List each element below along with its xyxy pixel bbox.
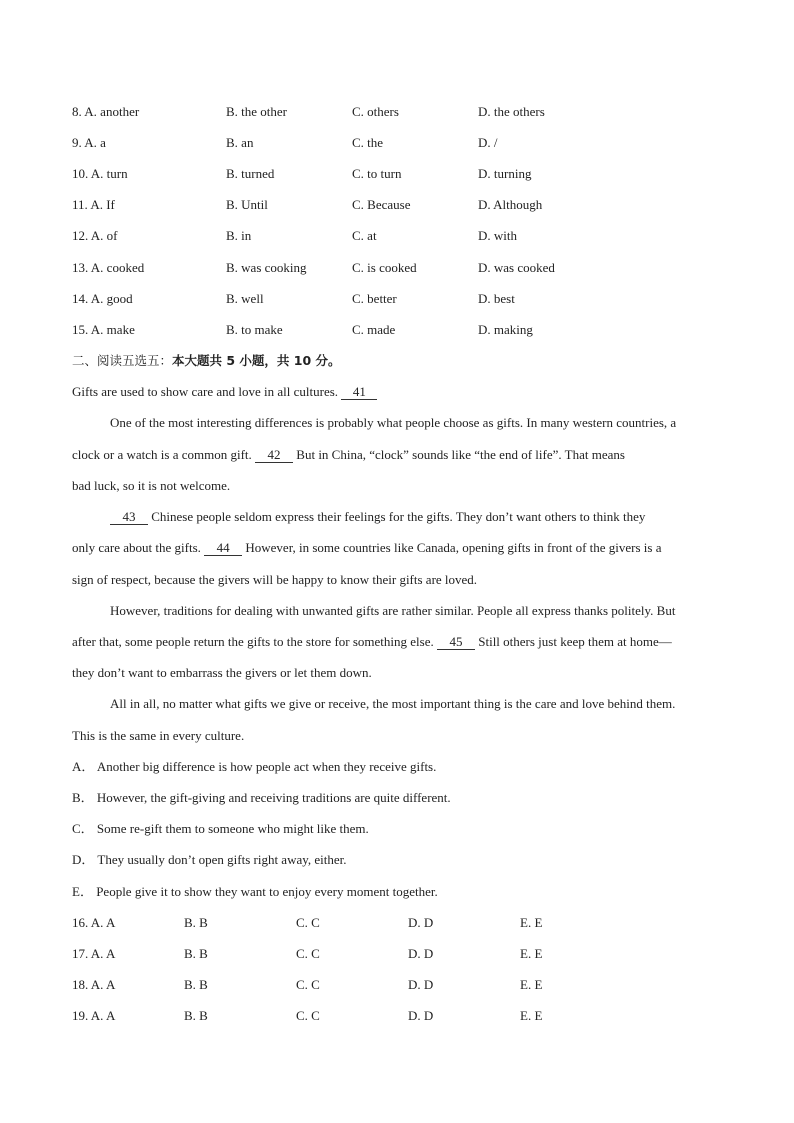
option-statement-e: E． People give it to show they want to enjoy every moment together. [72, 884, 438, 899]
option-d: D. / [478, 135, 498, 150]
option-b: B. was cooking [226, 260, 307, 275]
option-b: B. the other [226, 104, 288, 119]
p3-text-a: after that, some people return the gifts to the store for something else. [72, 634, 437, 649]
option-d: D. was cooked [478, 260, 555, 275]
choice-c: C. C [296, 977, 320, 992]
p3-text-b: Still others just keep them at home— [474, 634, 672, 649]
option-b: B. Until [226, 197, 268, 212]
choice-c: C. C [296, 915, 320, 930]
question-number: 8. [72, 104, 82, 119]
intro-text: Gifts are used to show care and love in all cultures. [72, 384, 342, 399]
paragraph-2-line-3: sign of respect, because the givers will be happy to know their gifts are loved. [72, 572, 478, 587]
choice-a: A. A [90, 1008, 116, 1023]
option-a: A. make [90, 322, 135, 337]
option-b: B. turned [226, 166, 275, 181]
option-d: D. turning [478, 166, 532, 181]
question-number: 17. [72, 946, 89, 961]
blank-42: 42 [255, 448, 293, 463]
paragraph-2-line-2 [72, 539, 722, 557]
question-number: 9. [72, 135, 82, 150]
option-a: A. good [90, 291, 133, 306]
option-a: A. cooked [90, 260, 145, 275]
choice-d: D. D [408, 946, 434, 961]
option-c: C. made [352, 322, 396, 337]
choice-c: C. C [296, 1008, 320, 1023]
choice-d: D. D [408, 1008, 434, 1023]
option-a: A. of [90, 228, 118, 243]
paragraph-1-line-1: One of the most interesting differences is probably what people choose as gifts. In many western countries, a [110, 415, 677, 430]
option-d: D. the others [478, 104, 545, 119]
choice-d: D. D [408, 915, 434, 930]
option-c: C. at [352, 228, 377, 243]
section-heading [72, 352, 722, 370]
choice-e: E. E [520, 977, 543, 992]
question-number: 10. [72, 166, 89, 181]
option-statement-a: A． Another big difference is how people act when they receive gifts. [72, 759, 437, 774]
blank-41: 41 [341, 385, 377, 400]
choice-e: E. E [520, 915, 543, 930]
choice-b: B. B [184, 946, 208, 961]
paragraph-3-line-2 [72, 633, 722, 651]
p1-text-b: But in China, “clock” sounds like “the end of life”. That means [293, 447, 625, 462]
option-b: B. an [226, 135, 254, 150]
option-c: C. Because [352, 197, 411, 212]
choice-b: B. B [184, 977, 208, 992]
blank-45: 45 [437, 635, 475, 650]
option-d: D. Although [478, 197, 543, 212]
option-b: B. well [226, 291, 264, 306]
section-heading-prefix: 二、阅读五选五： [72, 353, 173, 368]
paragraph-2-line-1 [110, 508, 722, 526]
p2-text-b: only care about the gifts. [72, 540, 205, 555]
question-number: 19. [72, 1008, 89, 1023]
option-d: D. making [478, 322, 533, 337]
option-statement-b: B． However, the gift-giving and receiving traditions are quite different. [72, 790, 451, 805]
p2-text-a: Chinese people seldom express their feelings for the gifts. They don’t want others to think they [148, 509, 646, 524]
option-b: B. in [226, 228, 252, 243]
option-a: A. If [90, 197, 115, 212]
question-number: 13. [72, 260, 89, 275]
option-d: D. best [478, 291, 515, 306]
section-heading-bold: 本大题共 5 小题，共 10 分。 [172, 353, 341, 368]
option-a: A. another [84, 104, 140, 119]
question-number: 14. [72, 291, 89, 306]
option-a: A. turn [90, 166, 128, 181]
option-c: C. is cooked [352, 260, 417, 275]
question-number: 18. [72, 977, 89, 992]
paragraph-4-line-1: All in all, no matter what gifts we give or receive, the most important thing is the care and love behind them. [110, 696, 676, 711]
paragraph-3-line-1: However, traditions for dealing with unwanted gifts are rather similar. People all express thanks politely. But [110, 603, 676, 618]
choice-c: C. C [296, 946, 320, 961]
p1-text-a: clock or a watch is a common gift. [72, 447, 256, 462]
option-c: C. the [352, 135, 384, 150]
option-statement-d: D． They usually don’t open gifts right away, either. [72, 852, 347, 867]
choice-d: D. D [408, 977, 434, 992]
choice-a: A. A [90, 977, 116, 992]
blank-44: 44 [204, 541, 242, 556]
option-c: C. to turn [352, 166, 402, 181]
option-c: C. better [352, 291, 397, 306]
option-statement-c: C． Some re-gift them to someone who might like them. [72, 821, 369, 836]
choice-e: E. E [520, 1008, 543, 1023]
question-number: 12. [72, 228, 89, 243]
paragraph-1-line-3: bad luck, so it is not welcome. [72, 478, 231, 493]
choice-a: A. A [90, 946, 116, 961]
question-number: 15. [72, 322, 89, 337]
option-c: C. others [352, 104, 399, 119]
choice-a: A. A [90, 915, 116, 930]
blank-43: 43 [110, 510, 148, 525]
paragraph-4-line-2: This is the same in every culture. [72, 728, 245, 743]
paragraph-3-line-3: they don’t want to embarrass the givers or let them down. [72, 665, 372, 680]
choice-b: B. B [184, 1008, 208, 1023]
p2-text-c: However, in some countries like Canada, opening gifts in front of the givers is a [242, 540, 662, 555]
paragraph-1-line-2 [72, 446, 722, 464]
option-d: D. with [478, 228, 517, 243]
option-a: A. a [84, 135, 106, 150]
question-number: 11. [72, 197, 88, 212]
question-number: 16. [72, 915, 89, 930]
choice-e: E. E [520, 946, 543, 961]
choice-b: B. B [184, 915, 208, 930]
option-b: B. to make [226, 322, 283, 337]
passage-intro [72, 383, 722, 401]
